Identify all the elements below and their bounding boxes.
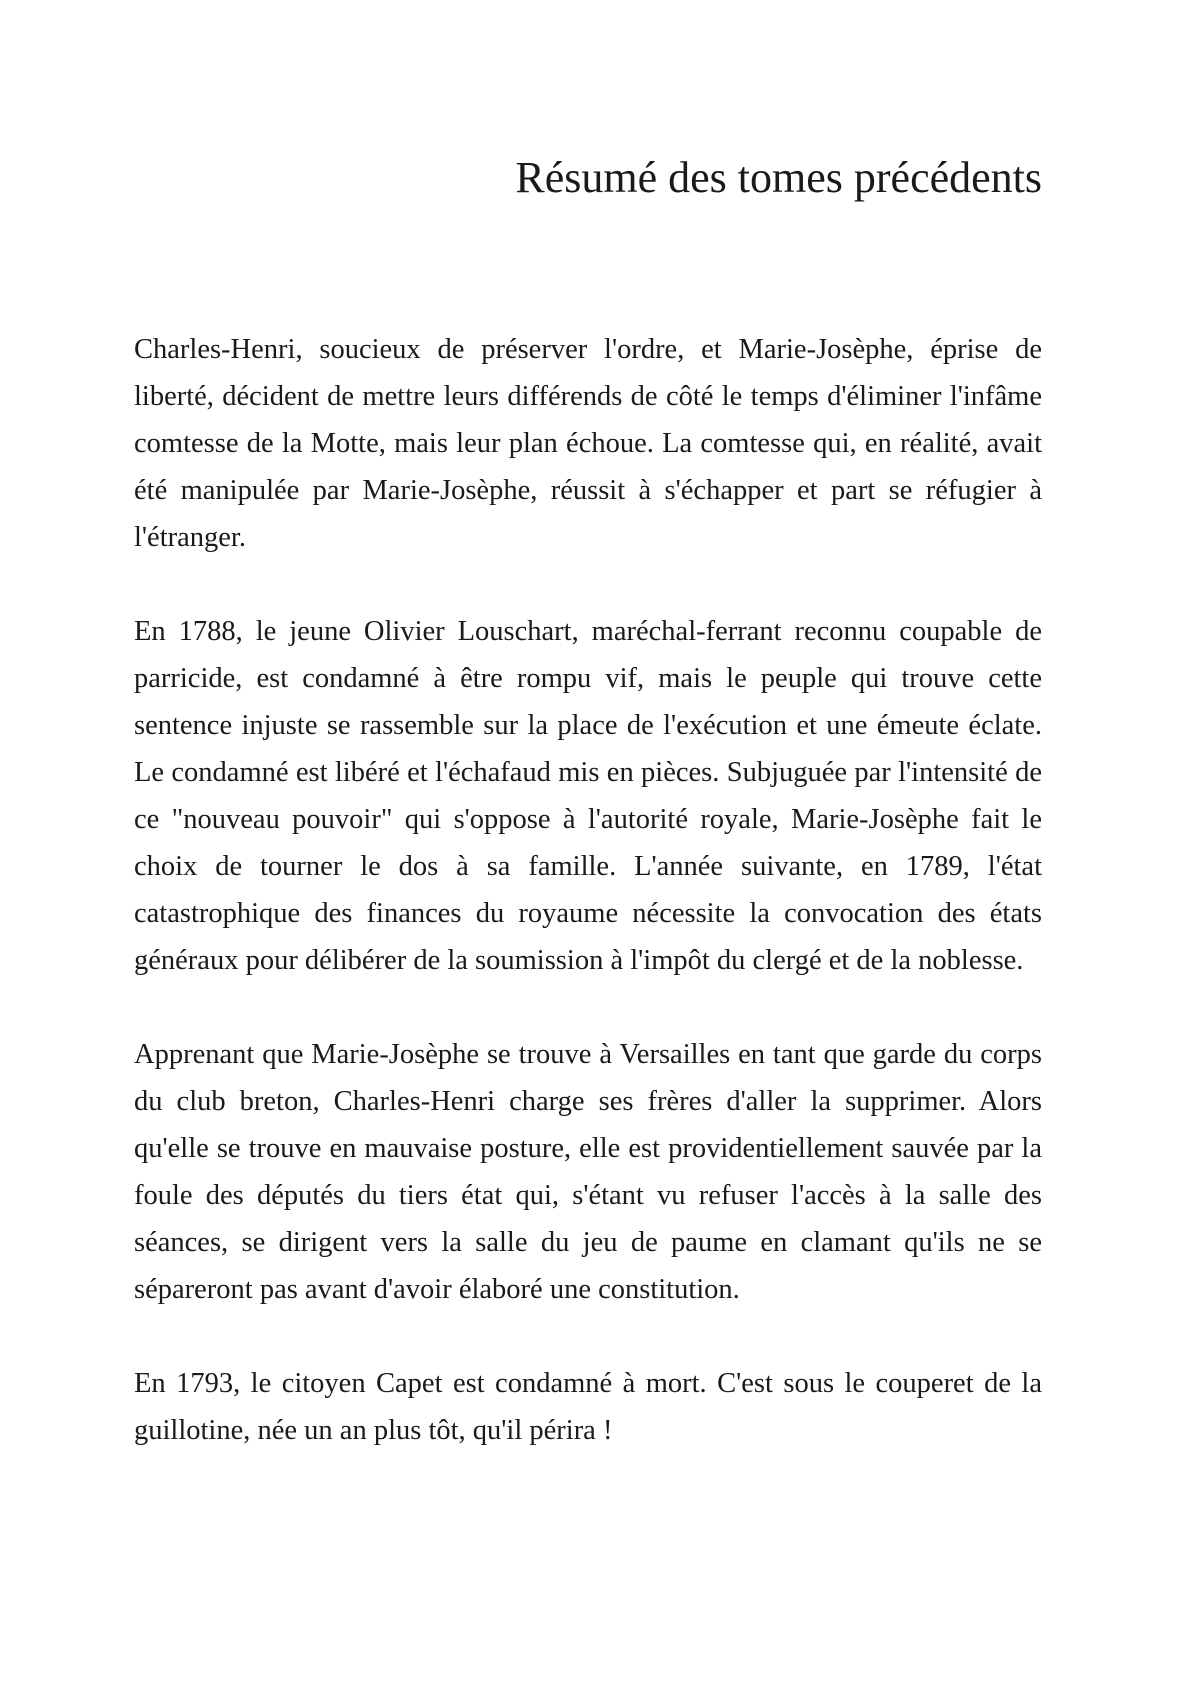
summary-paragraph-1: Charles-Henri, soucieux de préserver l'ordre, et Marie-Josèphe, éprise de liberté, décident de mettre leurs différends de côté le temps d'éliminer l'infâme comtesse de la Motte, mais leur plan échoue. La comtesse qui, en réalité, avait été manipulée par Marie-Josèphe, réussit à s'échapper et part se réfugier à l'étranger.: [134, 334, 1042, 553]
page-title: Résumé des tomes précédents: [515, 153, 1042, 202]
summary-body: [134, 326, 1042, 1454]
summary-paragraph-4: En 1793, le citoyen Capet est condamné à mort. C'est sous le couperet de la guillotine, née un an plus tôt, qu'il périra !: [134, 1368, 1042, 1446]
summary-paragraph-3: Apprenant que Marie-Josèphe se trouve à Versailles en tant que garde du corps du club breton, Charles-Henri charge ses frères d'aller la supprimer. Alors qu'elle se trouve en mauvaise posture, elle est providentiellement sauvée par la foule des députés du tiers état qui, s'étant vu refuser l'accès à la salle des séances, se dirigent vers la salle du jeu de paume en clamant qu'ils ne se sépareront pas avant d'avoir élaboré une constitution.: [134, 1039, 1042, 1305]
summary-paragraph-2: En 1788, le jeune Olivier Louschart, maréchal-ferrant reconnu coupable de parricide, est condamné à être rompu vif, mais le peuple qui trouve cette sentence injuste se rassemble sur la place de l'exécution et une émeute éclate. Le condamné est libéré et l'échafaud mis en pièces. Subjuguée par l'intensité de ce "nouveau pouvoir" qui s'oppose à l'autorité royale, Marie-Josèphe fait le choix de tourner le dos à sa famille. L'année suivante, en 1789, l'état catastrophique des finances du royaume nécessite la convocation des états généraux pour délibérer de la soumission à l'impôt du clergé et de la noblesse.: [134, 616, 1042, 976]
